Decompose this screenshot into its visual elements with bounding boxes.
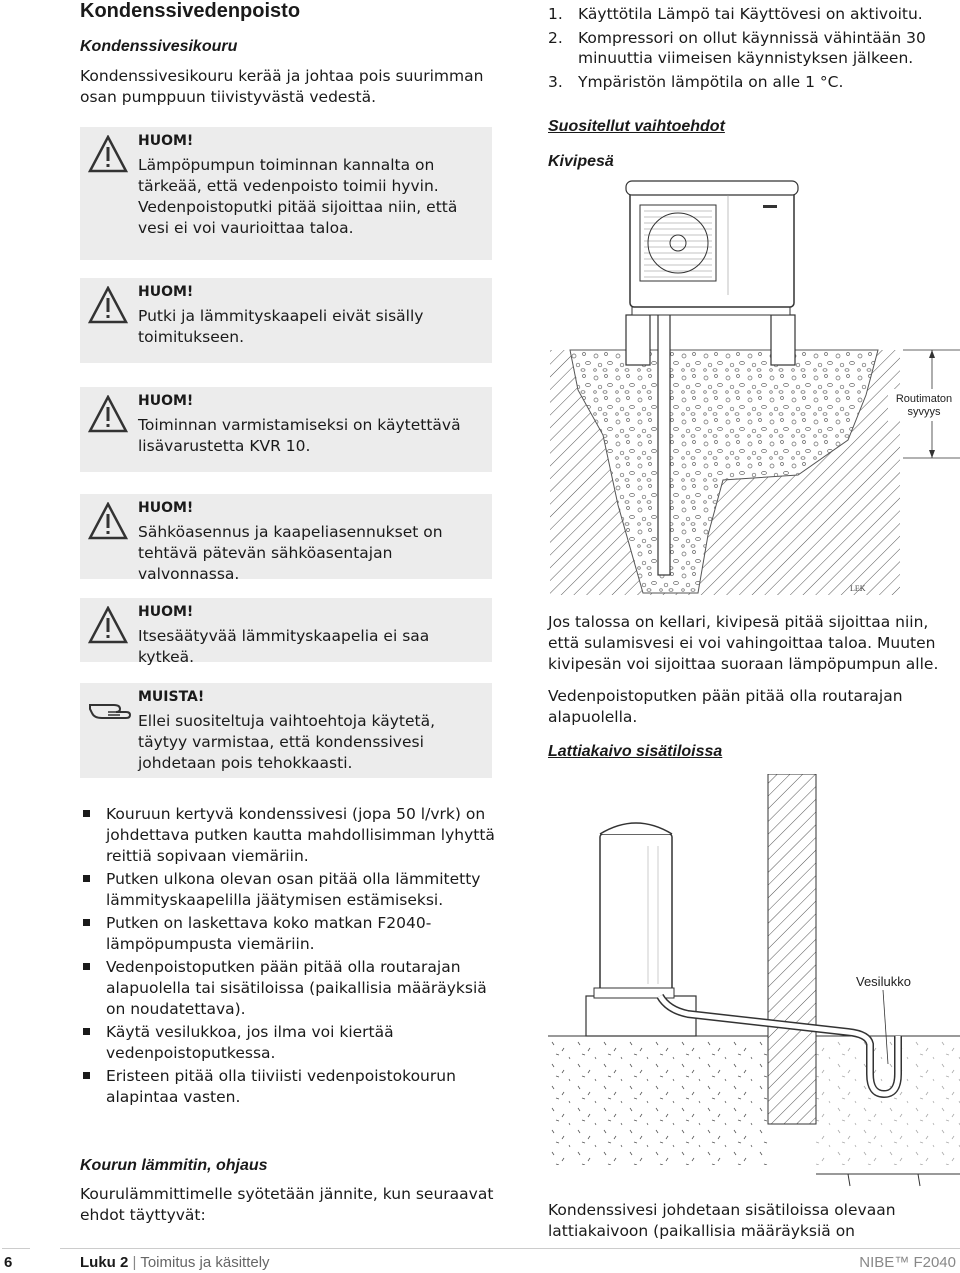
foundation-post	[626, 315, 650, 365]
heat-pump-side-view	[600, 834, 672, 996]
trap-label: Vesilukko	[856, 974, 911, 989]
note-text: Itsesäätyvää lämmityskaapelia ei saa kytkeä.	[138, 627, 430, 666]
foundation-post	[771, 315, 795, 365]
concrete-slab	[586, 996, 696, 1036]
frost-depth-label: syvyys	[907, 406, 941, 418]
kivipesa-paragraph: Jos talossa on kellari, kivipesä pitää sijoittaa niin, että sulamisvesi ei voi vahingoittaa taloa. Muuten kivipesän voi sijoittaa suoraan lämpöpumpun alle.	[548, 613, 939, 673]
lattiakaivo-paragraph: Kondenssivesi johdetaan sisätiloissa olevaan lattiakaivoon (paikallisia määräyksiä on	[548, 1201, 896, 1240]
soil	[548, 1040, 768, 1165]
chapter-label: Luku 2	[80, 1254, 129, 1271]
page-title: Kondenssivedenpoisto	[80, 0, 301, 22]
note-heading: HUOM!	[138, 604, 194, 620]
list-item: 3. Ympäristön lämpötila on alle 1 °C.	[548, 73, 844, 91]
page-number: 6	[4, 1254, 13, 1271]
note-box-4	[80, 494, 492, 583]
list-item: 1. Käyttötila Lämpö tai Käyttövesi on aktivoitu.	[548, 5, 923, 23]
warning-icon	[88, 286, 128, 324]
note-text: Putki ja lämmityskaapeli eivät sisälly toimitukseen.	[138, 307, 424, 346]
list-item: Käytä vesilukkoa, jos ilma voi kiertää vedenpoistoputkessa.	[80, 1022, 500, 1064]
brand-label: NIBE™ F2040	[859, 1254, 956, 1271]
pointing-hand-icon	[88, 695, 132, 725]
warning-icon	[88, 502, 128, 540]
condition-list	[548, 4, 958, 96]
section-label: Toimitus ja käsittely	[140, 1254, 270, 1271]
note-box-1	[80, 127, 492, 260]
note-box-6	[80, 683, 492, 778]
intro-paragraph: Kondenssivesikouru kerää ja johtaa pois suurimman osan pumppuun tiivistyvästä vedestä.	[80, 67, 484, 106]
subheading-recommended: Suositellut vaihtoehdot	[548, 118, 725, 135]
warning-icon	[88, 395, 128, 433]
note-text: Toiminnan varmistamiseksi on käytettävä lisävarustetta KVR 10.	[138, 416, 461, 455]
house-wall	[768, 774, 816, 1124]
kivipesa-paragraph-2: Vedenpoistoputken pään pitää olla routarajan alapuolella.	[548, 687, 903, 726]
list-item: Putken ulkona olevan osan pitää olla lämmitetty lämmityskaapelilla jäätymisen estämiseksi.	[80, 869, 500, 911]
subheading-kondenssivesikouru: Kondenssivesikouru	[80, 38, 238, 55]
condition-paragraph: Kourulämmittimelle syötetään jännite, kun seuraavat ehdot täyttyvät:	[80, 1185, 494, 1224]
note-heading: HUOM!	[138, 500, 194, 516]
note-heading: HUOM!	[138, 284, 194, 300]
frost-depth-label: Routimaton	[895, 393, 953, 405]
warning-icon	[88, 606, 128, 644]
figure-initials: LEK	[850, 584, 866, 593]
note-text: Ellei suositeltuja vaihtoehtoja käytetä, täytyy varmistaa, että kondenssivesi johdetaan pois tehokkaasti.	[138, 712, 435, 772]
separator: |	[132, 1254, 137, 1271]
note-heading: HUOM!	[138, 133, 194, 149]
subheading-kivipesa: Kivipesä	[548, 153, 614, 170]
list-item: Vedenpoistoputken pään pitää olla routarajan alapuolella tai sisätiloissa (paikallisia määräyksiä on noudatettava).	[80, 957, 500, 1020]
note-text: Lämpöpumpun toiminnan kannalta on tärkeää, että vedenpoisto toimii hyvin. Vedenpoistoputki pitää sijoittaa niin, että vesi ei voi vaurioittaa taloa.	[138, 156, 458, 237]
note-text: Sähköasennus ja kaapeliasennukset on tehtävä pätevän sähköasentajan valvonnassa.	[138, 523, 443, 583]
subheading-kourun-lammitin: Kourun lämmitin, ohjaus	[80, 1157, 268, 1174]
note-box-2	[80, 278, 492, 363]
subheading-lattiakaivo: Lattiakaivo sisätiloissa	[548, 743, 723, 760]
floor-drain-figure	[548, 774, 960, 1194]
footer	[0, 1244, 960, 1272]
note-box-3	[80, 387, 492, 472]
breadcrumb	[80, 1254, 270, 1271]
list-item: Kouruun kertyvä kondenssivesi (jopa 50 l/vrk) on johdettava putken kautta mahdollisimman lyhyttä reittiä sopivaan viemäriin.	[80, 804, 500, 867]
note-heading: MUISTA!	[138, 689, 205, 705]
gravel-bed-figure	[548, 175, 960, 595]
note-heading: HUOM!	[138, 393, 194, 409]
note-box-5	[80, 598, 492, 666]
list-item: Eristeen pitää olla tiiviisti vedenpoistokourun alapintaa vasten.	[80, 1066, 500, 1108]
bullet-list	[80, 804, 500, 1110]
warning-icon	[88, 135, 128, 173]
list-item: 2. Kompressori on ollut käynnissä vähintään 30 minuuttia viimeisen käynnistyksen jälkeen.	[548, 29, 926, 67]
drain-pipe	[658, 310, 670, 575]
heat-pump-unit	[630, 185, 794, 307]
list-item: Putken on laskettava koko matkan F2040-lämpöpumpusta viemäriin.	[80, 913, 500, 955]
